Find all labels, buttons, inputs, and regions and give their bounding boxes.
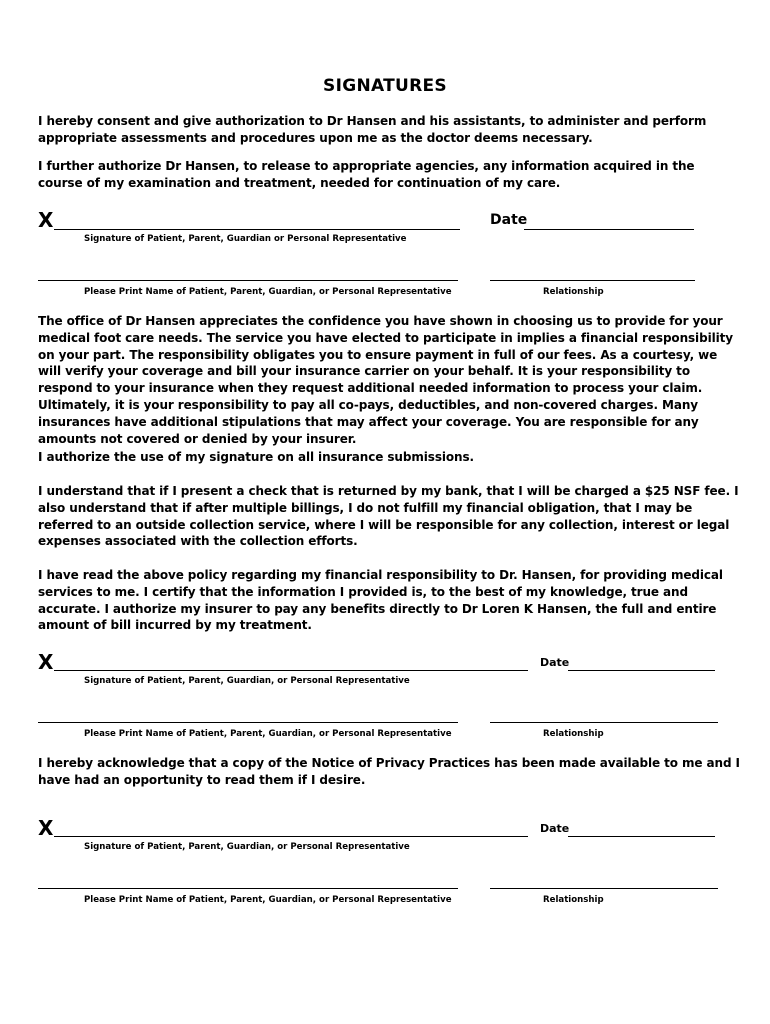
signature-line[interactable]	[54, 836, 528, 837]
signature-caption: Signature of Patient, Parent, Guardian, or Personal Representative	[84, 676, 410, 686]
relationship-line[interactable]	[490, 722, 718, 723]
consent-paragraph: I hereby consent and give authorization to Dr Hansen and his assistants, to administer and perform appropriate assessments and procedures upon me as the doctor deems necessary.	[38, 114, 707, 145]
signature-x-mark: X	[38, 816, 54, 840]
release-paragraph: I further authorize Dr Hansen, to release to appropriate agencies, any information acquired in the course of my examination and treatment, needed for continuation of my care.	[38, 159, 695, 190]
date-label: Date	[540, 822, 570, 835]
relationship-caption: Relationship	[543, 729, 604, 739]
relationship-caption: Relationship	[543, 287, 604, 297]
print-name-line[interactable]	[38, 722, 458, 723]
print-name-line[interactable]	[38, 888, 458, 889]
signature-line[interactable]	[54, 670, 528, 671]
date-line[interactable]	[568, 670, 715, 671]
date-line[interactable]	[568, 836, 715, 837]
signature-caption: Signature of Patient, Parent, Guardian, or Personal Representative	[84, 842, 410, 852]
privacy-paragraph: I hereby acknowledge that a copy of the Notice of Privacy Practices has been made available to me and I have had an opportunity to read them if I desire.	[38, 756, 740, 787]
signature-x-mark: X	[38, 650, 54, 674]
signature-x-mark: X	[38, 208, 54, 232]
date-line[interactable]	[524, 229, 694, 230]
relationship-line[interactable]	[490, 280, 695, 281]
print-name-line[interactable]	[38, 280, 458, 281]
financial-policy-paragraph: The office of Dr Hansen appreciates the confidence you have shown in choosing us to provide for your medical foot care needs. The service you have elected to participate in implies a financial responsibility on your part. The responsibility obligates you to ensure payment in full of our fees. As a courtesy, we will verify your coverage and bill your insurance carrier on your behalf. It is your responsibility to respond to your insurance when they request additional needed information to process your claim. Ultimately, it is your responsibility to pay all co-pays, deductibles, and non-covered charges. Many insurances have additional stipulations that may affect your coverage. You are responsible for any amounts not covered or denied by your insurer.	[38, 314, 733, 446]
print-name-caption: Please Print Name of Patient, Parent, Guardian, or Personal Representative	[84, 287, 452, 297]
nsf-paragraph: I understand that if I present a check that is returned by my bank, that I will be charged a $25 NSF fee. I also understand that if after multiple billings, I do not fulfill my financial obligation, that I may be referred to an outside collection service, where I will be responsible for any collection, interest or legal expenses associated with the collection efforts.	[38, 484, 739, 549]
print-name-caption: Please Print Name of Patient, Parent, Guardian, or Personal Representative	[84, 729, 452, 739]
date-label: Date	[540, 656, 570, 669]
page-title: SIGNATURES	[323, 76, 447, 96]
signature-caption: Signature of Patient, Parent, Guardian or Personal Representative	[84, 234, 407, 244]
policy-acknowledgement-paragraph: I have read the above policy regarding my financial responsibility to Dr. Hansen, for providing medical services to me. I certify that the information I provided is, to the best of my knowledge, true and accurate. I authorize my insurer to pay any benefits directly to Dr Loren K Hansen, the full and entire amount of bill incurred by my treatment.	[38, 568, 723, 633]
relationship-caption: Relationship	[543, 895, 604, 905]
print-name-caption: Please Print Name of Patient, Parent, Guardian, or Personal Representative	[84, 895, 452, 905]
signature-use-paragraph: I authorize the use of my signature on all insurance submissions.	[38, 450, 474, 464]
date-label: Date	[490, 212, 528, 228]
relationship-line[interactable]	[490, 888, 718, 889]
signature-line[interactable]	[54, 229, 460, 230]
